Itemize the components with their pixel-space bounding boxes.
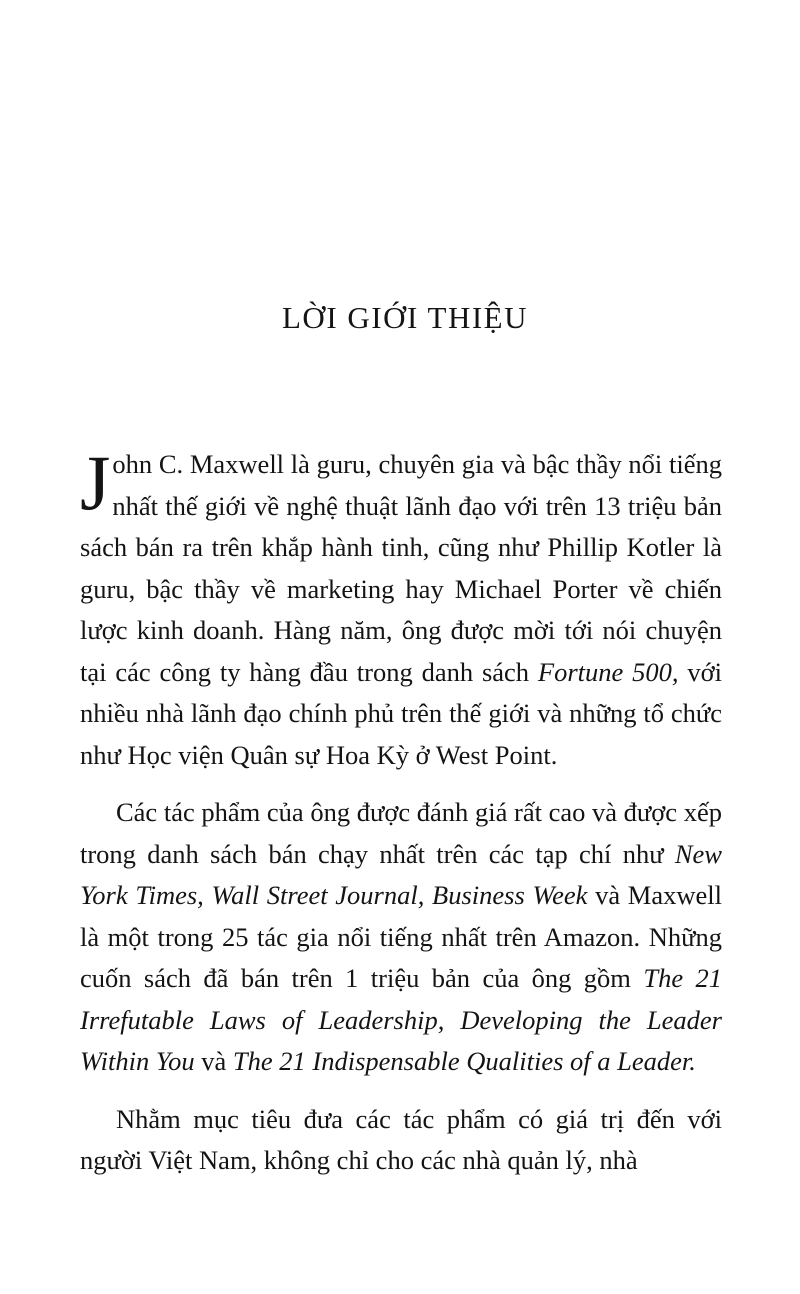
- body-text: [80, 439, 722, 1182]
- drop-cap: J: [80, 439, 111, 526]
- paragraph-2-italic-3: The 21 Indispensable Qualities of a Leader.: [232, 1046, 696, 1076]
- paragraph-1-text: ohn C. Maxwell là guru, chuyên gia và bậc thầy nổi tiếng nhất thế giới về nghệ thuật lãnh đạo với trên 13 triệu bản sách bán ra trên khắp hành tinh, cũng như Phillip Kotler là guru, bậc thầy về marketing hay Michael Porter về chiến lược kinh doanh. Hàng năm, ông được mời tới nói chuyện tại các công ty hàng đầu trong danh sách: [80, 449, 722, 687]
- paragraph-1: [80, 439, 722, 776]
- paragraph-2-text: Các tác phẩm của ông được đánh giá rất cao và được xếp trong danh sách bán chạy nhất trên các tạp chí như: [80, 797, 722, 869]
- page-title: LỜI GIỚI THIỆU: [282, 300, 528, 335]
- paragraph-3: [80, 1099, 722, 1182]
- paragraph-2-text-2: và Maxwell là một trong 25 tác gia nổi tiếng nhất trên Amazon. Những cuốn sách đã bán trên 1 triệu bản của ông gồm: [80, 880, 722, 993]
- paragraph-2-italic-1: New York Times, Wall Street Journal, Business Week: [80, 838, 722, 910]
- paragraph-2-italic-2: The 21 Irrefutable Laws of Leadership, Developing the Leader Within You: [80, 963, 722, 1076]
- paragraph-2: [80, 792, 722, 1083]
- paragraph-3-text: Nhằm mục tiêu đưa các tác phẩm có giá trị đến với người Việt Nam, không chỉ cho các nhà quản lý, nhà: [80, 1103, 722, 1175]
- paragraph-2-text-3: và: [194, 1046, 233, 1076]
- paragraph-1-text-2: với nhiều nhà lãnh đạo chính phủ trên thế giới và những tổ chức như Học viện Quân sự Hoa Kỳ ở West Point.: [80, 656, 722, 770]
- paragraph-1-italic: Fortune 500,: [537, 656, 679, 687]
